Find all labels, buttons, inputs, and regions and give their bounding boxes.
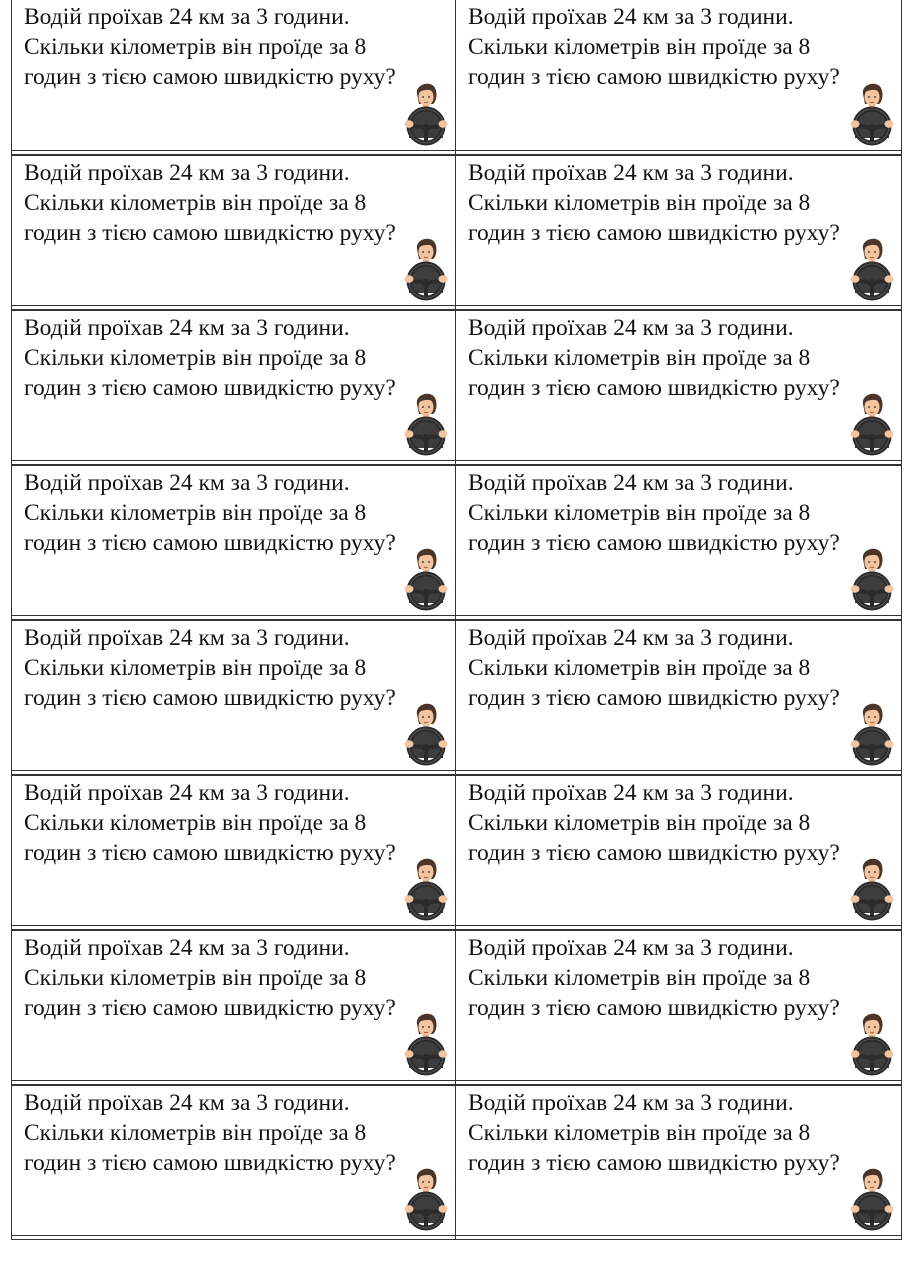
task-line-1: Водій проїхав 24 км за 3 години. xyxy=(24,4,350,30)
task-line-1: Водій проїхав 24 км за 3 години. xyxy=(24,780,350,806)
task-line-1: Водій проїхав 24 км за 3 години. xyxy=(468,625,794,651)
task-line-2: Скільки кілометрів він проїде за 8 xyxy=(24,655,367,681)
task-line-3: годин з тією самою швидкістю руху? xyxy=(468,64,840,90)
driver-steering-wheel-icon xyxy=(843,390,899,458)
task-card xyxy=(11,1085,455,1240)
task-card xyxy=(11,155,455,310)
task-line-3: годин з тією самою швидкістю руху? xyxy=(24,995,396,1021)
task-card xyxy=(455,465,902,620)
task-text xyxy=(468,158,898,248)
task-card xyxy=(455,1085,902,1240)
task-line-2: Скільки кілометрів він проїде за 8 xyxy=(24,345,367,371)
task-text xyxy=(24,2,454,92)
task-text xyxy=(468,778,898,868)
driver-steering-wheel-icon xyxy=(397,80,453,148)
driver-steering-wheel-icon xyxy=(843,80,899,148)
driver-steering-wheel-icon xyxy=(843,235,899,303)
task-line-2: Скільки кілометрів він проїде за 8 xyxy=(24,965,367,991)
task-line-3: годин з тією самою швидкістю руху? xyxy=(468,375,840,401)
driver-steering-wheel-icon xyxy=(843,1010,899,1078)
task-text xyxy=(24,933,454,1023)
task-line-2: Скільки кілометрів він проїде за 8 xyxy=(468,500,811,526)
task-line-1: Водій проїхав 24 км за 3 години. xyxy=(24,1090,350,1116)
task-line-3: годин з тією самою швидкістю руху? xyxy=(24,220,396,246)
task-line-1: Водій проїхав 24 км за 3 години. xyxy=(24,625,350,651)
task-line-3: годин з тією самою швидкістю руху? xyxy=(468,220,840,246)
task-line-2: Скільки кілометрів він проїде за 8 xyxy=(24,810,367,836)
task-card xyxy=(11,465,455,620)
task-line-1: Водій проїхав 24 км за 3 години. xyxy=(468,1090,794,1116)
task-line-1: Водій проїхав 24 км за 3 години. xyxy=(468,160,794,186)
task-text xyxy=(468,1088,898,1178)
driver-steering-wheel-icon xyxy=(843,855,899,923)
task-text xyxy=(468,933,898,1023)
driver-steering-wheel-icon xyxy=(397,235,453,303)
task-line-2: Скільки кілометрів він проїде за 8 xyxy=(24,190,367,216)
task-line-3: годин з тією самою швидкістю руху? xyxy=(24,840,396,866)
driver-steering-wheel-icon xyxy=(397,1165,453,1233)
task-card xyxy=(11,0,455,155)
task-text xyxy=(24,1088,454,1178)
task-line-3: годин з тією самою швидкістю руху? xyxy=(468,995,840,1021)
driver-steering-wheel-icon xyxy=(843,1165,899,1233)
task-cards-grid xyxy=(11,0,902,1240)
task-line-3: годин з тією самою швидкістю руху? xyxy=(468,530,840,556)
task-line-2: Скільки кілометрів він проїде за 8 xyxy=(468,345,811,371)
task-line-2: Скільки кілометрів він проїде за 8 xyxy=(24,1120,367,1146)
task-card xyxy=(11,930,455,1085)
task-line-1: Водій проїхав 24 км за 3 години. xyxy=(24,315,350,341)
task-line-1: Водій проїхав 24 км за 3 години. xyxy=(468,470,794,496)
task-card xyxy=(455,620,902,775)
task-text xyxy=(24,313,454,403)
task-text xyxy=(24,468,454,558)
task-line-3: годин з тією самою швидкістю руху? xyxy=(24,1150,396,1176)
task-line-1: Водій проїхав 24 км за 3 години. xyxy=(468,4,794,30)
task-card xyxy=(455,155,902,310)
task-text xyxy=(468,313,898,403)
driver-steering-wheel-icon xyxy=(397,700,453,768)
task-line-1: Водій проїхав 24 км за 3 години. xyxy=(468,935,794,961)
task-text xyxy=(468,2,898,92)
task-card xyxy=(455,775,902,930)
task-line-1: Водій проїхав 24 км за 3 години. xyxy=(24,470,350,496)
driver-steering-wheel-icon xyxy=(397,390,453,458)
driver-steering-wheel-icon xyxy=(397,1010,453,1078)
task-line-2: Скільки кілометрів він проїде за 8 xyxy=(468,190,811,216)
task-line-2: Скільки кілометрів він проїде за 8 xyxy=(468,1120,811,1146)
task-line-2: Скільки кілометрів він проїде за 8 xyxy=(24,34,367,60)
task-text xyxy=(24,158,454,248)
task-card xyxy=(455,0,902,155)
task-line-2: Скільки кілометрів він проїде за 8 xyxy=(24,500,367,526)
task-line-2: Скільки кілометрів він проїде за 8 xyxy=(468,810,811,836)
task-line-3: годин з тією самою швидкістю руху? xyxy=(24,64,396,90)
task-line-3: годин з тією самою швидкістю руху? xyxy=(468,1150,840,1176)
task-line-3: годин з тією самою швидкістю руху? xyxy=(24,530,396,556)
task-line-3: годин з тією самою швидкістю руху? xyxy=(24,685,396,711)
task-line-3: годин з тією самою швидкістю руху? xyxy=(468,685,840,711)
driver-steering-wheel-icon xyxy=(397,855,453,923)
task-text xyxy=(468,468,898,558)
task-card xyxy=(11,620,455,775)
task-line-2: Скільки кілометрів він проїде за 8 xyxy=(468,655,811,681)
driver-steering-wheel-icon xyxy=(397,545,453,613)
task-card xyxy=(11,775,455,930)
task-text xyxy=(468,623,898,713)
driver-steering-wheel-icon xyxy=(843,545,899,613)
task-text xyxy=(24,778,454,868)
task-line-2: Скільки кілометрів він проїде за 8 xyxy=(468,34,811,60)
task-line-3: годин з тією самою швидкістю руху? xyxy=(468,840,840,866)
task-card xyxy=(455,930,902,1085)
task-line-1: Водій проїхав 24 км за 3 години. xyxy=(468,315,794,341)
driver-steering-wheel-icon xyxy=(843,700,899,768)
task-card xyxy=(11,310,455,465)
task-line-1: Водій проїхав 24 км за 3 години. xyxy=(24,935,350,961)
task-line-2: Скільки кілометрів він проїде за 8 xyxy=(468,965,811,991)
task-line-1: Водій проїхав 24 км за 3 години. xyxy=(24,160,350,186)
task-card xyxy=(455,310,902,465)
task-text xyxy=(24,623,454,713)
task-line-3: годин з тією самою швидкістю руху? xyxy=(24,375,396,401)
task-line-1: Водій проїхав 24 км за 3 години. xyxy=(468,780,794,806)
